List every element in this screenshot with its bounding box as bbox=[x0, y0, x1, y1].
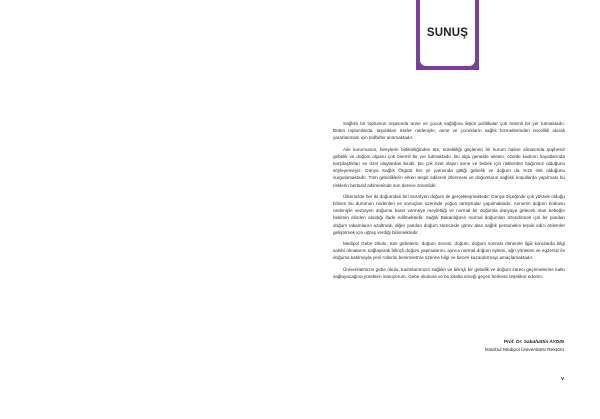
signature-block bbox=[485, 339, 564, 355]
signature-name: Prof. Dr. Sabahattin AYDIN bbox=[503, 340, 564, 345]
paragraph: Üniversitemizin gebe okulu, kadınlarımızın sağlıklı ve bilinçli bir gebelik ve doğum süreci geçirmelerine katkı sağlayacağına yürekten inanıyorum. Gebe okuluna ve bu kitaba emeği geçen herkese teşekkür ederim. bbox=[333, 266, 565, 279]
paragraph: Sağlıklı bir toplumun inşasında anne ve çocuk sağlığına ilişkin politikalar çok önemli bir yer tutmaktadır. Bütün toplumlarda, taşıdıkları riskler nedeniyle, anne ve çocukların sağlık hizmetlerinden öncelikli olarak yararlanması için tedbirler alınmaktadır. bbox=[333, 121, 565, 141]
title-box bbox=[416, 0, 479, 70]
signature-title: İstanbul Medipol Üniversitesi Rektörü bbox=[484, 348, 564, 353]
paragraph: Ülkemizde her iki doğumdan biri sezaryen doğum ile gerçekleşmektedir. Dünya ölçeğinde çok yüksek olduğu bilinen bu durumun nedenleri ve sonuçları üzerinde yoğun tartışmalar yapılmaktadır. Annenin doğum korkusu nedeniyle sezaryen doğuma karar vermeye meylettiği ve normal bir doğumla dünyaya gelecek olan bebeğin hekimin elinden alındığı ifade edilmektedir. Sağlık Bakanlığının normal doğumları özendirmek için bir yandan doğum rakamlarını azaltmak, diğer yandan doğum sürecinde görev alan sağlık personelini teşvik edici önlemler geliştirmek için uğraş verdiği bilinmektedir. bbox=[333, 193, 565, 235]
paragraph: Aile kurumunun, bireylerin birlikteliğinden öte, sürekliliği güçlenen bir kurum haline almasında şüphesiz gebelik ve doğum olgusu çok önemli bir yer tutmaktadır. Bu olgu genelde ailenin, özelde kadının hayatlarında karşılaştıkları en özel olaylardan biridir. Bu çok özel olayın anne ve bebek için risklerden bağımsız olduğunu söyleyemeyiz. Dünya Sağlık Örgütü her yıl yarısında gittiği gebelik ve doğum da %15 risk olduğunu vurgulamaktadır. Tüm gebeliklerin erken tespit edilerek izlenmesi ve doğumların sağlıklı koşullarda yapılması bu risklerin bertaraf edilmesinde son derece önemlidir. bbox=[333, 146, 565, 188]
page-title: SUNUŞ bbox=[420, 0, 475, 66]
page-number: v bbox=[561, 376, 564, 382]
paragraph: Medipol Gebe Okulu, tüm gebelerin, doğum öncesi, doğum, doğum sonrası dönemle ilgili konularda bilgi sahibi olmalarını sağlayarak bilinçli doğum yapmalarını, ayrıca normal doğum eylemi, ağrı yönetimi ve egzersiz ile doğuma katılmayla yeni rollerini benimsetme üzerine bilgi ve beceri kazandırmayı amaçlamaktadır. bbox=[333, 241, 565, 261]
body-text bbox=[333, 120, 565, 284]
